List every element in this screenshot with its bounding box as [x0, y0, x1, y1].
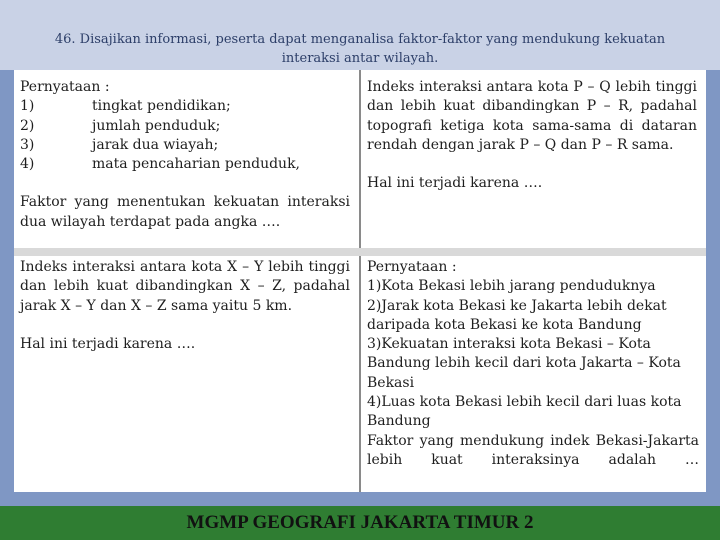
question-text: Faktor yang menentukan kekuatan interaksi dua wilayah terdapat pada angka ….: [20, 194, 350, 230]
header-banner: [0, 0, 720, 70]
item-number: 3): [20, 136, 35, 153]
statement-line: 1)Kota Bekasi lebih jarang penduduknya: [367, 278, 656, 295]
scenario-text: Indeks interaksi antara kota P – Q lebih tinggi dan lebih kuat dibandingkan P – R, padahal topografi ketiga kota sama-sama di dataran rendah dengan jarak P – Q dan P – R sama.: [367, 79, 697, 153]
row-divider: [14, 248, 706, 256]
question-title: 46. Disajikan informasi, peserta dapat menganalisa faktor-faktor yang mendukung kekuatan interaksi antar wilayah.: [54, 32, 666, 66]
statement-line: 4)Luas kota Bekasi lebih kecil dari luas kota Bandung: [367, 394, 682, 430]
item-text: mata pencaharian penduduk,: [92, 156, 300, 173]
item-number: 1): [20, 98, 35, 115]
item-number: 2): [20, 117, 35, 134]
cell-top-right: [367, 78, 697, 193]
cell-top-left: [20, 78, 350, 232]
item-text: jumlah penduduk;: [92, 117, 221, 134]
scenario-text: Indeks interaksi antara kota X – Y lebih tinggi dan lebih kuat dibandingkan X – Z, padahal jarak X – Y dan X – Z sama yaitu 5 km.: [20, 259, 350, 314]
statement-line: 2)Jarak kota Bekasi ke Jakarta lebih dekat daripada kota Bekasi ke kota Bandung: [367, 297, 667, 333]
item-text: tingkat pendidikan;: [92, 98, 231, 115]
item-text: jarak dua wiayah;: [92, 136, 219, 153]
statement-line: 3)Kekuatan interaksi kota Bekasi – Kota Bandung lebih kecil dari kota Jakarta – Kota Bekasi: [367, 336, 681, 391]
item-number: 4): [20, 156, 35, 173]
question-table: [14, 70, 706, 492]
statement-item: [20, 136, 350, 155]
cell-bottom-left: [20, 258, 350, 354]
question-text: Hal ini terjadi karena ….: [20, 335, 196, 352]
column-divider: [359, 70, 361, 492]
question-text: Hal ini terjadi karena ….: [367, 175, 543, 192]
footer-label: MGMP GEOGRAFI JAKARTA TIMUR 2: [186, 512, 534, 533]
statement-heading: Pernyataan :: [367, 259, 457, 275]
statement-heading: Pernyataan :: [20, 79, 110, 95]
statement-item: [20, 97, 350, 116]
statement-item: [20, 155, 350, 174]
footer-banner: [0, 506, 720, 540]
statement-item: [20, 117, 350, 136]
cell-bottom-right: [367, 258, 699, 470]
question-text: Faktor yang mendukung indek Bekasi-Jakarta lebih kuat interaksinya adalah …: [367, 432, 699, 468]
